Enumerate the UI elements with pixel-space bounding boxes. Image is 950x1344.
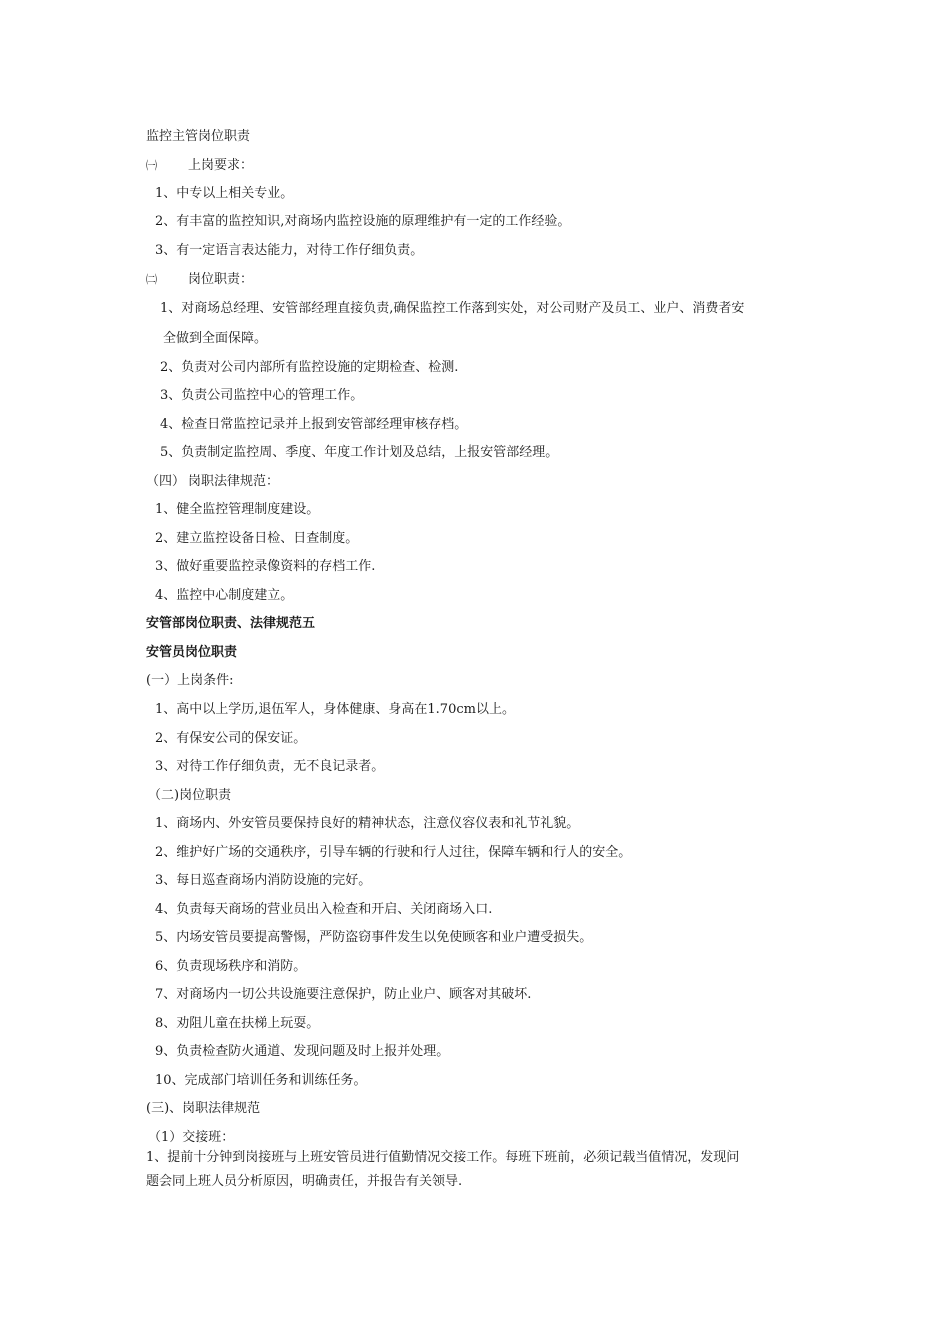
handover-item-continued: 题会同上班人员分析原因，明确责任，并报告有关领导. (146, 1174, 463, 1189)
duty-item: 4、检查日常监控记录并上报到安管部经理审核存档。 (160, 417, 468, 432)
condition-item: 3、对待工作仔细负责，无不良记录者。 (155, 759, 385, 774)
section-heading-requirements: 上岗要求： (188, 158, 254, 173)
section-heading-guard-legal: (三)、岗职法律规范 (146, 1101, 261, 1116)
bold-heading-dept: 安管部岗位职责、法律规范五 (146, 616, 316, 631)
condition-item: 1、高中以上学历,退伍军人，身体健康、身高在1.70cm以上。 (155, 702, 515, 717)
legal-item: 1、健全监控管理制度建设。 (155, 502, 320, 517)
legal-item: 2、建立监控设备日检、日查制度。 (155, 531, 359, 546)
section-heading-duties: 岗位职责： (188, 272, 254, 287)
subsection-heading-handover: （1）交接班： (148, 1130, 235, 1145)
guard-duty-item: 4、负责每天商场的营业员出入检查和开启、关闭商场入口. (155, 902, 493, 917)
duty-item: 3、负责公司监控中心的管理工作。 (160, 388, 364, 403)
guard-duty-item: 2、维护好广场的交通秩序，引导车辆的行驶和行人过往，保障车辆和行人的安全。 (155, 845, 632, 860)
requirement-item: 1、中专以上相关专业。 (155, 186, 294, 201)
duty-item-continued: 全做到全面保障。 (163, 331, 268, 346)
section-marker-1: ㈠ (146, 159, 157, 172)
requirement-item: 3、有一定语言表达能力，对待工作仔细负责。 (155, 243, 424, 258)
handover-item: 1、提前十分钟到岗接班与上班安管员进行值勤情况交接工作。每班下班前，必须记载当值情况，发现问 (146, 1150, 740, 1165)
legal-item: 4、监控中心制度建立。 (155, 588, 294, 603)
guard-duty-item: 7、对商场内一切公共设施要注意保护，防止业户、顾客对其破坏. (155, 987, 532, 1002)
guard-duty-item: 3、每日巡查商场内消防设施的完好。 (155, 873, 372, 888)
bold-heading-guard: 安管员岗位职责 (146, 645, 238, 660)
section-marker-2: ㈡ (146, 273, 157, 286)
section-marker-4: （四） (146, 474, 186, 489)
section-heading-legal: 岗职法律规范： (188, 474, 280, 489)
duty-item: 1、对商场总经理、安管部经理直接负责,确保监控工作落到实处，对公司财产及员工、业户、消费者安 (160, 301, 745, 316)
guard-duty-item: 9、负责检查防火通道、发现问题及时上报并处理。 (155, 1044, 450, 1059)
guard-duty-item: 5、内场安管员要提高警惕，严防盗窃事件发生以免使顾客和业户遭受损失。 (155, 930, 593, 945)
guard-duty-item: 8、劝阻儿童在扶梯上玩耍。 (155, 1016, 320, 1031)
legal-item: 3、做好重要监控录像资料的存档工作. (155, 559, 376, 574)
guard-duty-item: 10、完成部门培训任务和训练任务。 (155, 1073, 367, 1088)
section-heading-guard-duties: （二)岗位职责 (148, 788, 232, 803)
guard-duty-item: 6、负责现场秩序和消防。 (155, 959, 307, 974)
doc-title: 监控主管岗位职责 (146, 129, 251, 144)
duty-item: 5、负责制定监控周、季度、年度工作计划及总结，上报安管部经理。 (160, 445, 559, 460)
requirement-item: 2、有丰富的监控知识,对商场内监控设施的原理维护有一定的工作经验。 (155, 214, 571, 229)
section-heading-conditions: (一）上岗条件: (146, 673, 234, 688)
duty-item: 2、负责对公司内部所有监控设施的定期检查、检测. (160, 360, 459, 375)
guard-duty-item: 1、商场内、外安管员要保持良好的精神状态，注意仪容仪表和礼节礼貌。 (155, 816, 580, 831)
condition-item: 2、有保安公司的保安证。 (155, 731, 307, 746)
